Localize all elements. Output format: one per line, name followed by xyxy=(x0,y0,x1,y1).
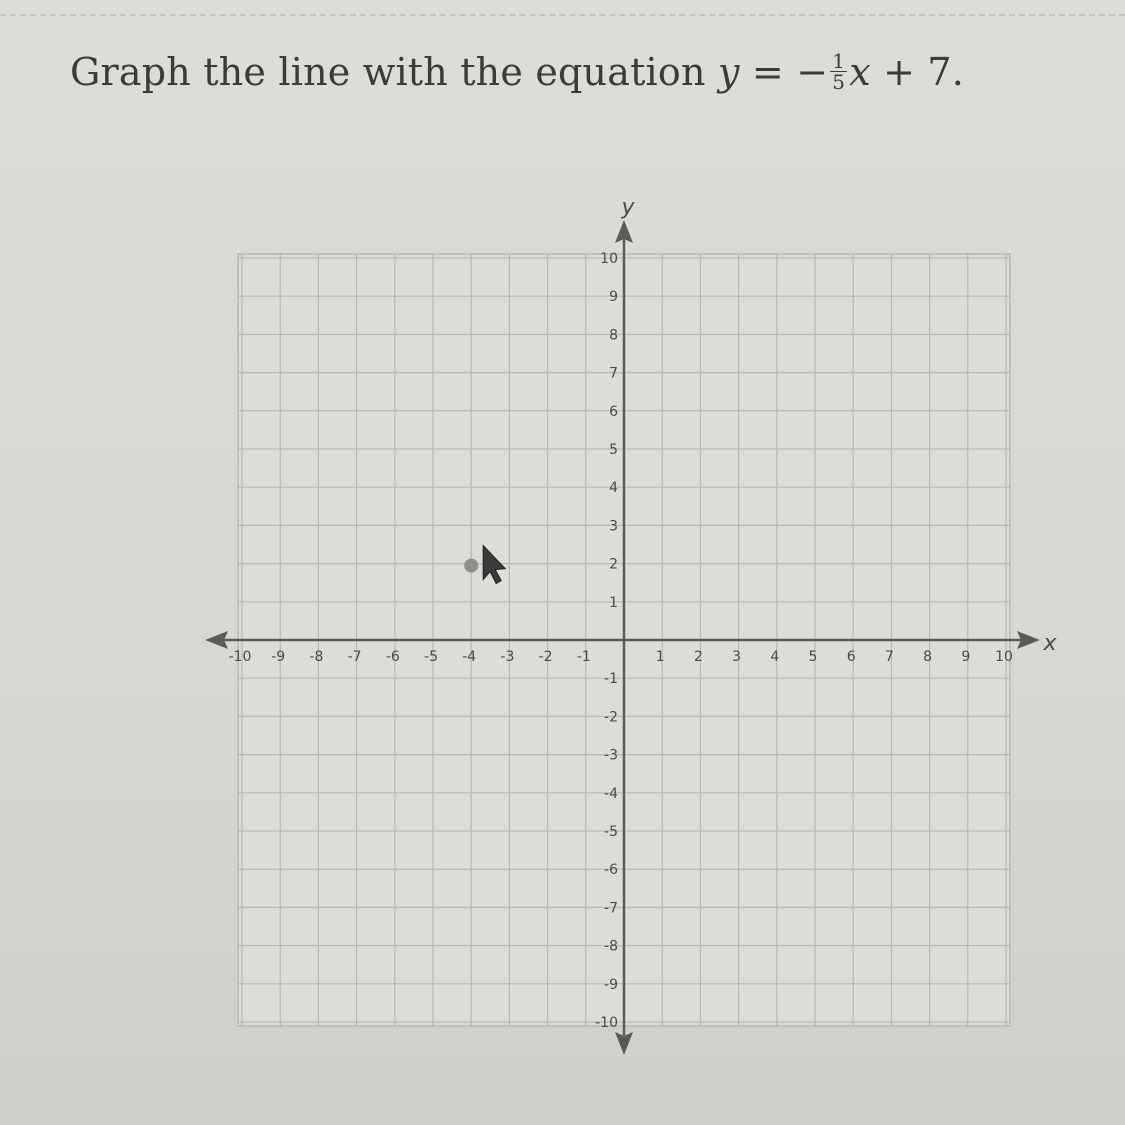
y-tick-label: 6 xyxy=(609,403,618,420)
x-tick-label: 1 xyxy=(655,649,665,665)
x-tick-label: 3 xyxy=(732,649,742,665)
x-tick-label: 9 xyxy=(961,649,971,665)
y-tick-label: -5 xyxy=(604,824,618,840)
x-tick-label: -6 xyxy=(385,649,400,665)
x-tick-label: -7 xyxy=(347,649,362,665)
y-tick-label: -8 xyxy=(604,938,618,955)
y-tick-label: 7 xyxy=(609,365,618,382)
y-tick-label: 9 xyxy=(609,289,618,306)
x-tick-label: 10 xyxy=(995,649,1013,665)
y-tick-label: 4 xyxy=(609,480,618,497)
x-tick-label: 8 xyxy=(923,649,933,665)
x-tick-label: -1 xyxy=(576,649,591,665)
x-tick-label: -10 xyxy=(228,649,252,665)
y-tick-label: -7 xyxy=(604,900,618,917)
equation-x: x xyxy=(849,50,871,94)
x-tick-label: 6 xyxy=(846,649,856,665)
y-tick-label: 10 xyxy=(600,251,618,267)
plotted-point[interactable] xyxy=(464,559,478,573)
x-tick-label: -2 xyxy=(538,649,553,665)
plotted-points[interactable] xyxy=(464,559,478,573)
x-tick-label: 4 xyxy=(770,649,780,665)
equation-equals: = − xyxy=(739,50,829,94)
x-tick-label: -4 xyxy=(462,649,477,665)
x-tick-label: -5 xyxy=(424,649,438,665)
y-tick-label: 5 xyxy=(609,442,618,458)
question-prefix: Graph the line with the equation xyxy=(70,50,718,94)
y-tick-label: -1 xyxy=(604,671,618,688)
x-tick-label: 2 xyxy=(693,649,703,665)
y-tick-label: -2 xyxy=(604,709,618,726)
equation-suffix: + 7. xyxy=(870,50,965,94)
y-axis-label: y xyxy=(621,195,635,220)
equation-y: y xyxy=(717,50,740,94)
y-tick-label: 8 xyxy=(609,327,618,344)
y-tick-label: -3 xyxy=(604,747,618,764)
x-tick-label: 7 xyxy=(884,649,894,665)
y-tick-label: 2 xyxy=(609,556,618,573)
x-tick-label: -3 xyxy=(500,649,515,665)
x-tick-label: -9 xyxy=(271,649,286,665)
y-tick-label: -10 xyxy=(595,1015,618,1031)
y-tick-label: 3 xyxy=(609,518,618,535)
y-tick-label: 1 xyxy=(609,594,618,611)
x-tick-label: 5 xyxy=(808,649,818,665)
y-tick-label: -6 xyxy=(604,862,618,879)
fraction-denominator: 5 xyxy=(832,70,846,94)
x-axis-label: x xyxy=(1043,631,1057,656)
x-tick-label: -8 xyxy=(309,649,324,665)
y-tick-label: -4 xyxy=(604,785,618,802)
fraction-numerator: 1 xyxy=(832,49,846,73)
y-tick-label: -9 xyxy=(604,976,618,993)
